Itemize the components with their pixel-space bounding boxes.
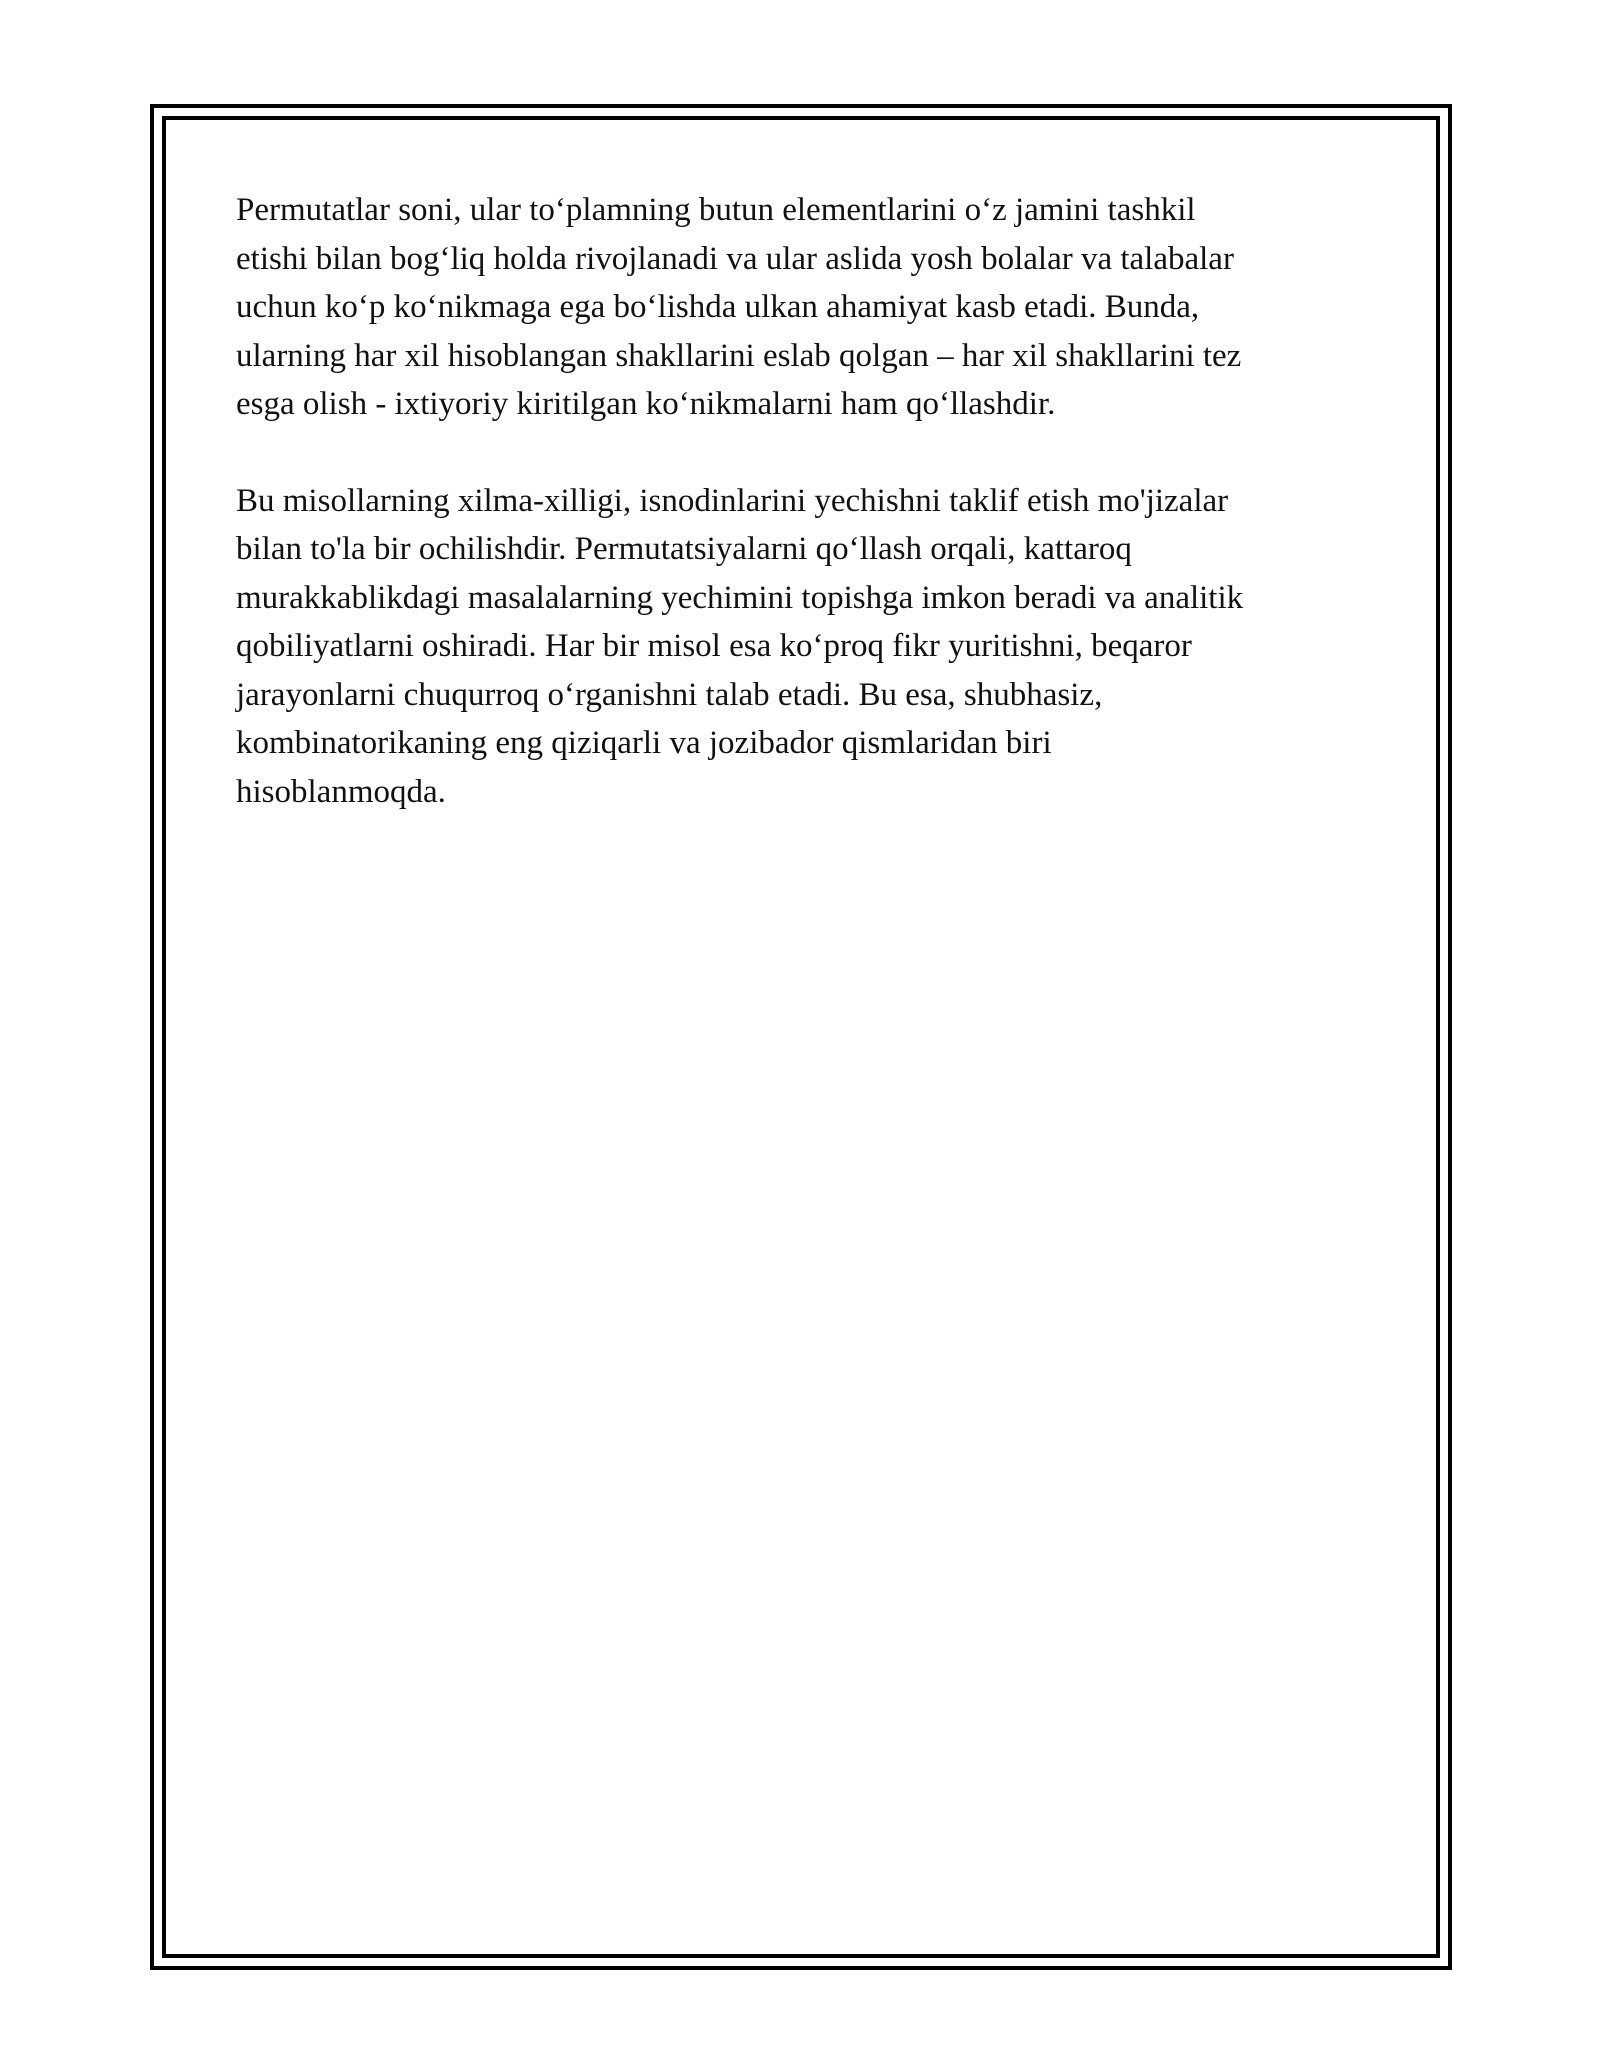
document-body — [236, 186, 1366, 864]
paragraph-2: Bu misollarning xilma-xilligi, isnodinlarini yechishni taklif etish mo'jizalar bilan to'la bir ochilishdir. Permutatsiyalarni qo‘llash orqali, kattaroq murakkablikdagi masalalarning yechimini topishga imkon beradi va analitik qobiliyatlarni oshiradi. Har bir misol esa ko‘proq fikr yuritishni, beqaror jarayonlarni chuqurroq o‘rganishni talab etadi. Bu esa, shubhasiz, kombinatorikaning eng qiziqarli va jozibador qismlaridan biri hisoblanmoqda. — [236, 482, 1244, 810]
paragraph-1: Permutatlar soni, ular to‘plamning butun elementlarini o‘z jamini tashkil etishi bilan bog‘liq holda rivojlanadi va ular aslida yosh bolalar va talabalar uchun ko‘p ko‘nikmaga ega bo‘lishda ulkan ahamiyat kasb etadi. Bunda, ularning har xil hisoblangan shakllarini eslab qolgan – har xil shakllarini tez esga olish - ixtiyoriy kiritilgan ko‘nikmalarni ham qo‘llashdir. — [236, 192, 1242, 422]
